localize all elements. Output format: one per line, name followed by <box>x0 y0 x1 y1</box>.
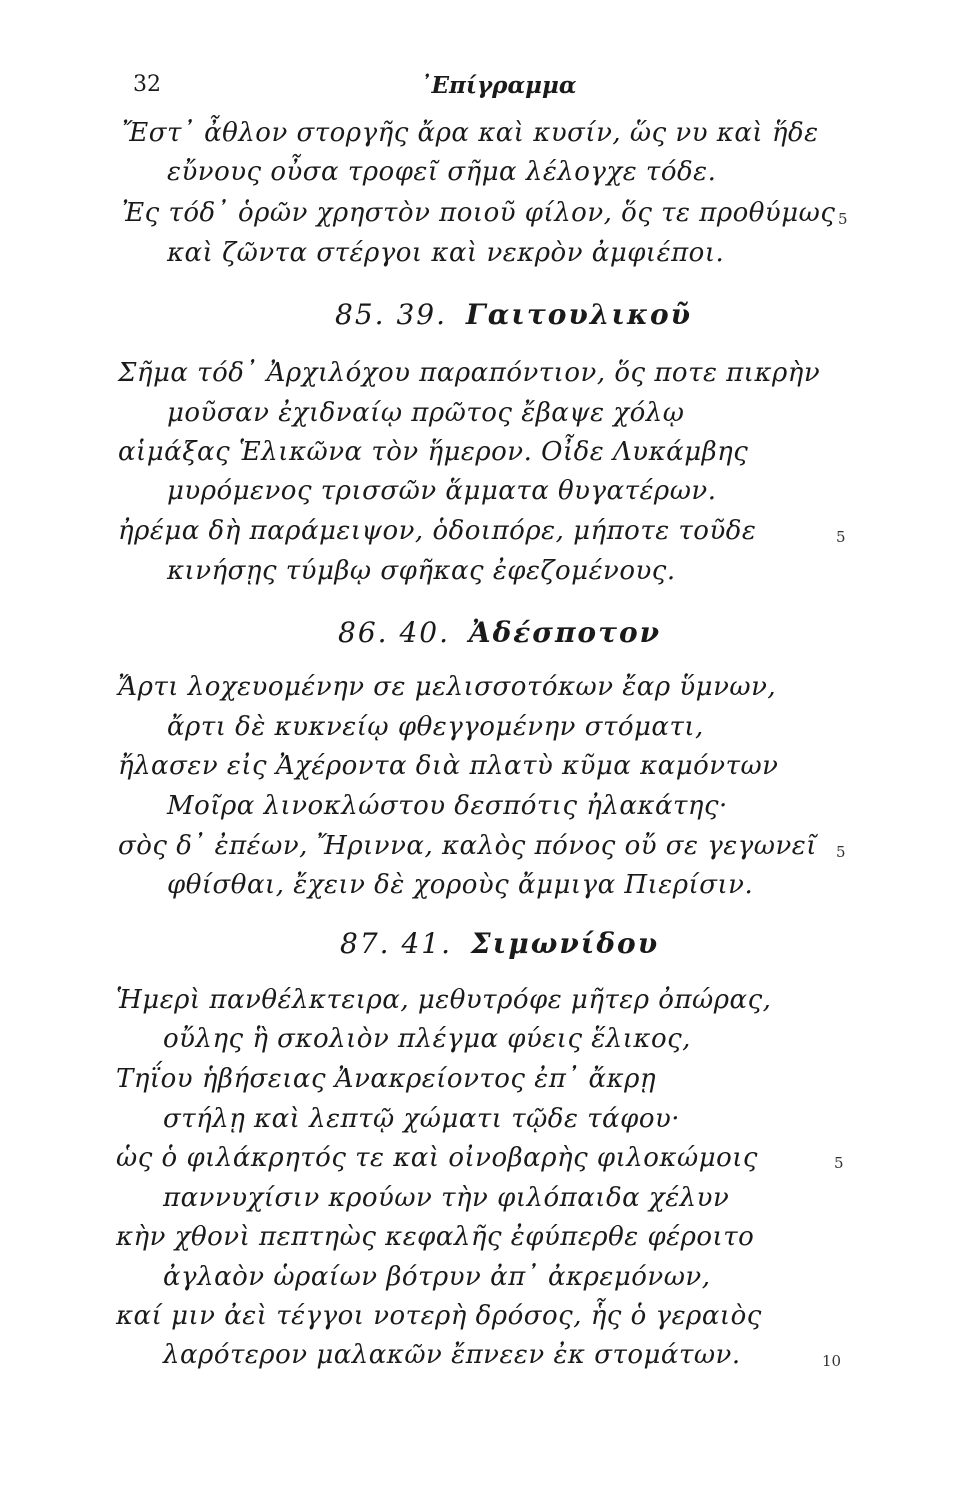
poem-line: οὔλης ἣ σκολιὸν πλέγμα φύεις ἕλικος, <box>163 1024 691 1054</box>
line-number: 5 <box>838 210 848 228</box>
poem-sub-number: 39. <box>396 298 447 331</box>
line-number: 5 <box>834 1154 844 1172</box>
poem-line: Ἐς τόδ᾿ ὁρῶν χρηστὸν ποιοῦ φίλον, ὅς τε προθύμως <box>122 198 836 228</box>
poem-line: ἤλασεν εἰς Ἀχέροντα διὰ πλατὺ κῦμα καμόντων <box>118 751 779 781</box>
poem-line: κινήσῃς τύμβῳ σφῆκας ἐφεζομένους. <box>167 556 676 586</box>
poem-line: στήλῃ καὶ λεπτῷ χώματι τῷδε τάφου· <box>163 1104 681 1134</box>
poem-line: ὡς ὁ φιλάκρητός τε καὶ οἰνοβαρὴς φιλοκώμοις <box>116 1143 758 1173</box>
poem-line: Σῆμα τόδ᾿ Ἀρχιλόχου παραπόντιον, ὅς ποτε πικρὴν <box>118 358 821 388</box>
poem-line: Τηΐου ἡβήσειας Ἀνακρείοντος ἐπ᾿ ἄκρῃ <box>116 1064 657 1094</box>
poem-heading <box>340 927 659 960</box>
poem-line: Ἡμερὶ πανθέλκτειρα, μεθυτρόφε μῆτερ ὀπώρας, <box>116 985 772 1015</box>
poem-line: ἠρέμα δὴ παράμειψον, ὁδοιπόρε, μήποτε τοῦδε <box>118 516 757 546</box>
poem-line: ἀγλαὸν ὡραίων βότρυν ἀπ᾿ ἀκρεμόνων, <box>163 1262 711 1292</box>
poem-number: 87. <box>340 927 391 960</box>
poem-line: λαρότερον μαλακῶν ἔπνεεν ἐκ στομάτων. <box>163 1340 741 1370</box>
poem-author: Γαιτουλικοῦ <box>465 298 693 331</box>
line-number: 5 <box>836 528 846 546</box>
poem-line: Ἄρτι λοχευομένην σε μελισσοτόκων ἔαρ ὕμνων, <box>118 672 777 702</box>
poem-line: καί μιν ἀεὶ τέγγοι νοτερὴ δρόσος, ἧς ὁ γεραιὸς <box>116 1301 762 1331</box>
poem-sub-number: 41. <box>401 927 452 960</box>
poem-number: 86. <box>338 616 389 649</box>
poem-line: Μοῖρα λινοκλώστου δεσπότις ἠλακάτης· <box>167 791 728 821</box>
poem-line: Ἔστ᾿ ἆθλον στοργῆς ἄρα καὶ κυσίν, ὥς νυ καὶ ἥδε <box>122 118 819 148</box>
line-number: 10 <box>822 1352 842 1370</box>
poem-line: αἱμάξας Ἑλικῶνα τὸν ἥμερον. Οἶδε Λυκάμβης <box>118 437 749 467</box>
page-header <box>0 72 961 106</box>
poem-line: φθίσθαι, ἔχειν δὲ χοροὺς ἄμμιγα Πιερίσιν. <box>167 870 754 900</box>
poem-line: ἄρτι δὲ κυκνείῳ φθεγγομένην στόματι, <box>167 712 704 742</box>
poem-line: κὴν χθονὶ πεπτηὼς κεφαλῆς ἐφύπερθε φέροιτο <box>116 1222 755 1252</box>
poem-heading <box>338 616 661 649</box>
poem-line: μυρόμενος τρισσῶν ἅμματα θυγατέρων. <box>167 476 717 506</box>
page-number: 32 <box>133 72 161 97</box>
poem-line: καὶ ζῶντα στέργοι καὶ νεκρὸν ἀμφιέποι. <box>167 238 725 268</box>
poem-number: 85. <box>335 298 386 331</box>
running-title: ᾿Επίγραμμα <box>420 72 577 99</box>
poem-author: Ἀδέσποτον <box>468 616 662 649</box>
poem-heading <box>335 298 692 331</box>
poem-line: εὔνους οὖσα τροφεῖ σῆμα λέλογχε τόδε. <box>167 157 717 187</box>
poem-line: μοῦσαν ἐχιδναίῳ πρῶτος ἔβαψε χόλῳ <box>167 398 685 428</box>
poem-line: σὸς δ᾿ ἐπέων, Ἤριννα, καλὸς πόνος οὔ σε γεγωνεῖ <box>118 831 817 861</box>
line-number: 5 <box>836 843 846 861</box>
poem-author: Σιμωνίδου <box>470 927 660 960</box>
poem-sub-number: 40. <box>399 616 450 649</box>
poem-line: παννυχίσιν κρούων τὴν φιλόπαιδα χέλυν <box>163 1183 730 1213</box>
